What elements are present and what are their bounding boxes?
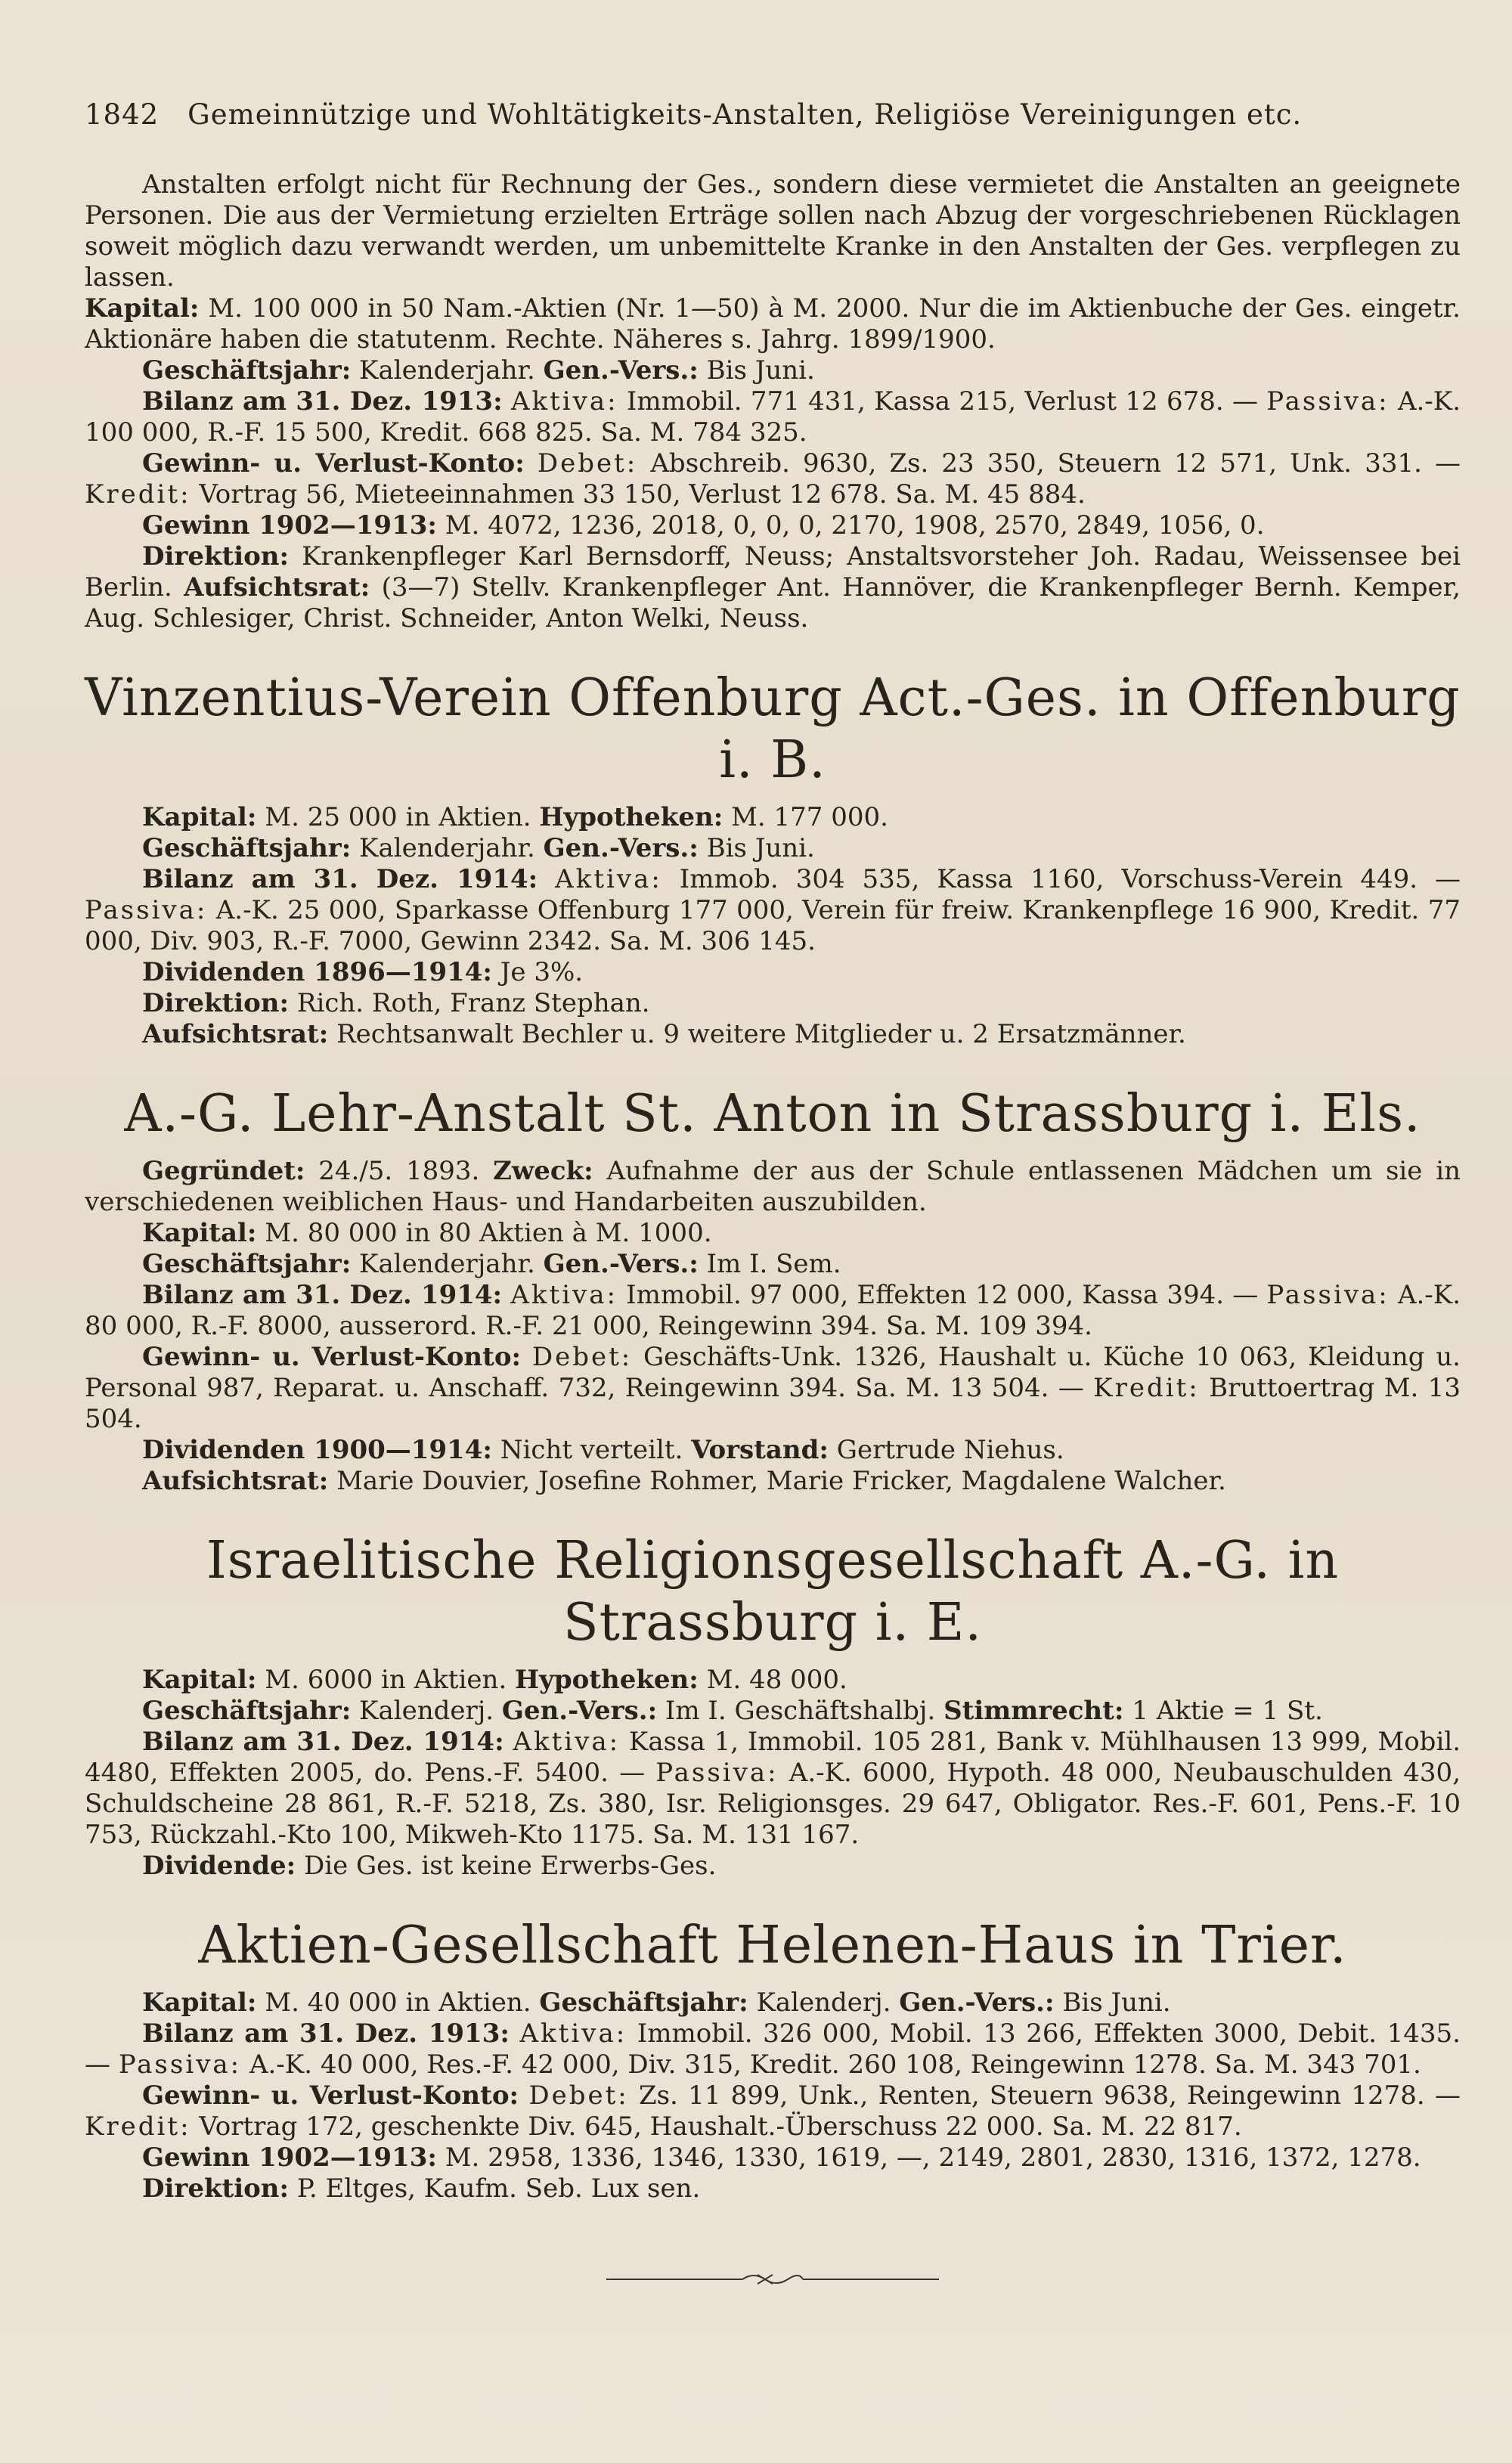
cont-profit-loss: Gewinn- u. Verlust-Konto: Debet: Abschreib. 9630, Zs. 23 350, Steuern 12 571, Unk. 331. — Kredit: Vortrag 56, Mieteeinnahmen 33 150, Verlust 12 678. Sa. M. 45 884. [85, 448, 1461, 510]
lehr-capital: Kapital: M. 80 000 in 80 Aktien à M. 1000. [142, 1218, 712, 1248]
ornament-divider-icon [606, 2272, 939, 2287]
cont-capital: Kapital: M. 100 000 in 50 Nam.-Aktien (Nr. 1—50) à M. 2000. Nur die im Aktienbuche der Ges. eingetr. Aktionäre haben die statutenm. Rechte. Näheres s. Jahrg. 1899/1900. [85, 293, 1461, 355]
running-title: Gemeinnützige und Wohltätigkeits-Anstalten, Religiöse Vereinigungen etc. [187, 98, 1303, 131]
isr-balance: Bilanz am 31. Dez. 1914: Aktiva: Kassa 1, Immobil. 105 281, Bank v. Mühlhausen 13 999, Mobil. 4480, Effekten 2005, do. Pens.-F. 5400. — Passiva: A.-K. 6000, Hypoth. 48 000, Neubauschulden 430, Schuldscheine 28 861, R.-F. 5218, Zs. 380, Isr. Religionsges. 29 647, Obligator. Res.-F. 601, Pens.-F. 10 753, Rückzahl.-Kto 100, Mikweh-Kto 1175. Sa. M. 131 167. [85, 1727, 1461, 1850]
entry-lehr-anstalt-st-anton [85, 1083, 1461, 1497]
isr-fiscal-year: Geschäftsjahr: Kalenderj. Gen.-Vers.: Im I. Geschäftshalbj. Stimmrecht: 1 Aktie = 1 St. [142, 1696, 1323, 1726]
entry-helenen-haus [85, 1915, 1461, 2204]
helen-profits: Gewinn 1902—1913: M. 2958, 1336, 1346, 1330, 1619, —, 2149, 2801, 2830, 1316, 1372, 1278. [142, 2142, 1421, 2173]
end-ornament [85, 2263, 1461, 2294]
entry-title: Israelitische Religionsgesellschaft A.-G. in Strassburg i. E. [206, 1531, 1340, 1653]
entry-title: Aktien-Gesellschaft Helenen-Haus in Trier. [198, 1916, 1347, 1975]
helen-board: Direktion: P. Eltges, Kaufm. Seb. Lux sen. [142, 2173, 701, 2204]
cont-fiscal-year: Geschäftsjahr: Kalenderjahr. Gen.-Vers.: Bis Juni. [142, 355, 815, 386]
lehr-fiscal-year: Geschäftsjahr: Kalenderjahr. Gen.-Vers.: Im I. Sem. [142, 1249, 841, 1279]
lehr-balance: Bilanz am 31. Dez. 1914: Aktiva: Immobil. 97 000, Effekten 12 000, Kassa 394. — Passiva: A.-K. 80 000, R.-F. 8000, ausserord. R.-F. 21 000, Reingewinn 394. Sa. M. 109 394. [85, 1280, 1461, 1341]
isr-capital: Kapital: M. 6000 in Aktien. Hypotheken: M. 48 000. [142, 1665, 847, 1695]
page-content [85, 169, 1461, 2294]
lehr-dividends: Dividenden 1900—1914: Nicht verteilt. Vorstand: Gertrude Niehus. [142, 1435, 1064, 1465]
cont-intro-paragraph: Anstalten erfolgt nicht für Rechnung der Ges., sondern diese vermietet die Anstalten an geeignete Personen. Die aus der Vermietung erzielten Erträge sollen nach Abzug der vorgeschriebenen Rücklagen soweit möglich dazu verwandt werden, um unbemittelte Kranke in den Anstalten der Ges. verpflegen zu lassen. [85, 169, 1461, 293]
isr-dividend: Dividende: Die Ges. ist keine Erwerbs-Ges. [142, 1851, 717, 1881]
entry-vinzentius-verein [85, 668, 1461, 1050]
vinz-capital: Kapital: M. 25 000 in Aktien. Hypotheken: M. 177 000. [142, 802, 888, 832]
entry-title: Vinzentius-Verein Offenburg Act.-Ges. in Offenburg i. B. [85, 668, 1461, 790]
entry-israelitische-religionsgesellschaft [85, 1530, 1461, 1882]
page-number: 1842 [85, 98, 160, 131]
vinz-fiscal-year: Geschäftsjahr: Kalenderjahr. Gen.-Vers.: Bis Juni. [142, 833, 815, 863]
cont-balance: Bilanz am 31. Dez. 1913: Aktiva: Immobil. 771 431, Kassa 215, Verlust 12 678. — Passiva: A.-K. 100 000, R.-F. 15 500, Kredit. 668 825. Sa. M. 784 325. [85, 386, 1461, 448]
vinz-board: Direktion: Rich. Roth, Franz Stephan. [142, 988, 650, 1018]
lehr-profit-loss: Gewinn- u. Verlust-Konto: Debet: Geschäfts-Unk. 1326, Haushalt u. Küche 10 063, Kleidung u. Personal 987, Reparat. u. Anschaff. 732, Reingewinn 394. Sa. M. 13 504. — Kredit: Bruttoertrag M. 13 504. [85, 1342, 1461, 1434]
cont-board: Direktion: Krankenpfleger Karl Bernsdorff, Neuss; Anstaltsvorsteher Joh. Radau, Weissensee bei Berlin. Aufsichtsrat: (3—7) Stellv. Krankenpfleger Ant. Hannöver, die Krankenpfleger Bernh. Kemper, Aug. Schlesiger, Christ. Schneider, Anton Welki, Neuss. [85, 541, 1461, 634]
running-head [85, 98, 1461, 131]
vinz-balance: Bilanz am 31. Dez. 1914: Aktiva: Immob. 304 535, Kassa 1160, Vorschuss-Verein 449. — Passiva: A.-K. 25 000, Sparkasse Offenburg 177 000, Verein für freiw. Krankenpflege 16 900, Kredit. 77 000, Div. 903, R.-F. 7000, Gewinn 2342. Sa. M. 306 145. [85, 864, 1461, 956]
helen-balance: Bilanz am 31. Dez. 1913: Aktiva: Immobil. 326 000, Mobil. 13 266, Effekten 3000, Debit. 1435. — Passiva: A.-K. 40 000, Res.-F. 42 000, Div. 315, Kredit. 260 108, Reingewinn 1278. Sa. M. 343 701. [85, 2018, 1461, 2080]
helen-capital: Kapital: M. 40 000 in Aktien. Geschäftsjahr: Kalenderj. Gen.-Vers.: Bis Juni. [142, 1987, 1171, 2018]
continued-entry [85, 169, 1461, 634]
lehr-founded-purpose: Gegründet: 24./5. 1893. Zweck: Aufnahme der aus der Schule entlassenen Mädchen um sie in verschiedenen weiblichen Haus- und Handarbeiten auszubilden. [85, 1156, 1461, 1217]
lehr-supervisory-board: Aufsichtsrat: Marie Douvier, Josefine Rohmer, Marie Fricker, Magdalene Walcher. [142, 1466, 1226, 1496]
entry-title: A.-G. Lehr-Anstalt St. Anton in Strassburg i. Els. [124, 1084, 1421, 1144]
vinz-dividends: Dividenden 1896—1914: Je 3%. [142, 957, 584, 987]
vinz-supervisory-board: Aufsichtsrat: Rechtsanwalt Bechler u. 9 weitere Mitglieder u. 2 Ersatzmänner. [142, 1019, 1186, 1049]
helen-profit-loss: Gewinn- u. Verlust-Konto: Debet: Zs. 11 899, Unk., Renten, Steuern 9638, Reingewinn 1278. — Kredit: Vortrag 172, geschenkte Div. 645, Haushalt.-Überschuss 22 000. Sa. M. 22 817. [85, 2080, 1461, 2142]
cont-profits: Gewinn 1902—1913: M. 4072, 1236, 2018, 0, 0, 0, 2170, 1908, 2570, 2849, 1056, 0. [142, 510, 1265, 541]
